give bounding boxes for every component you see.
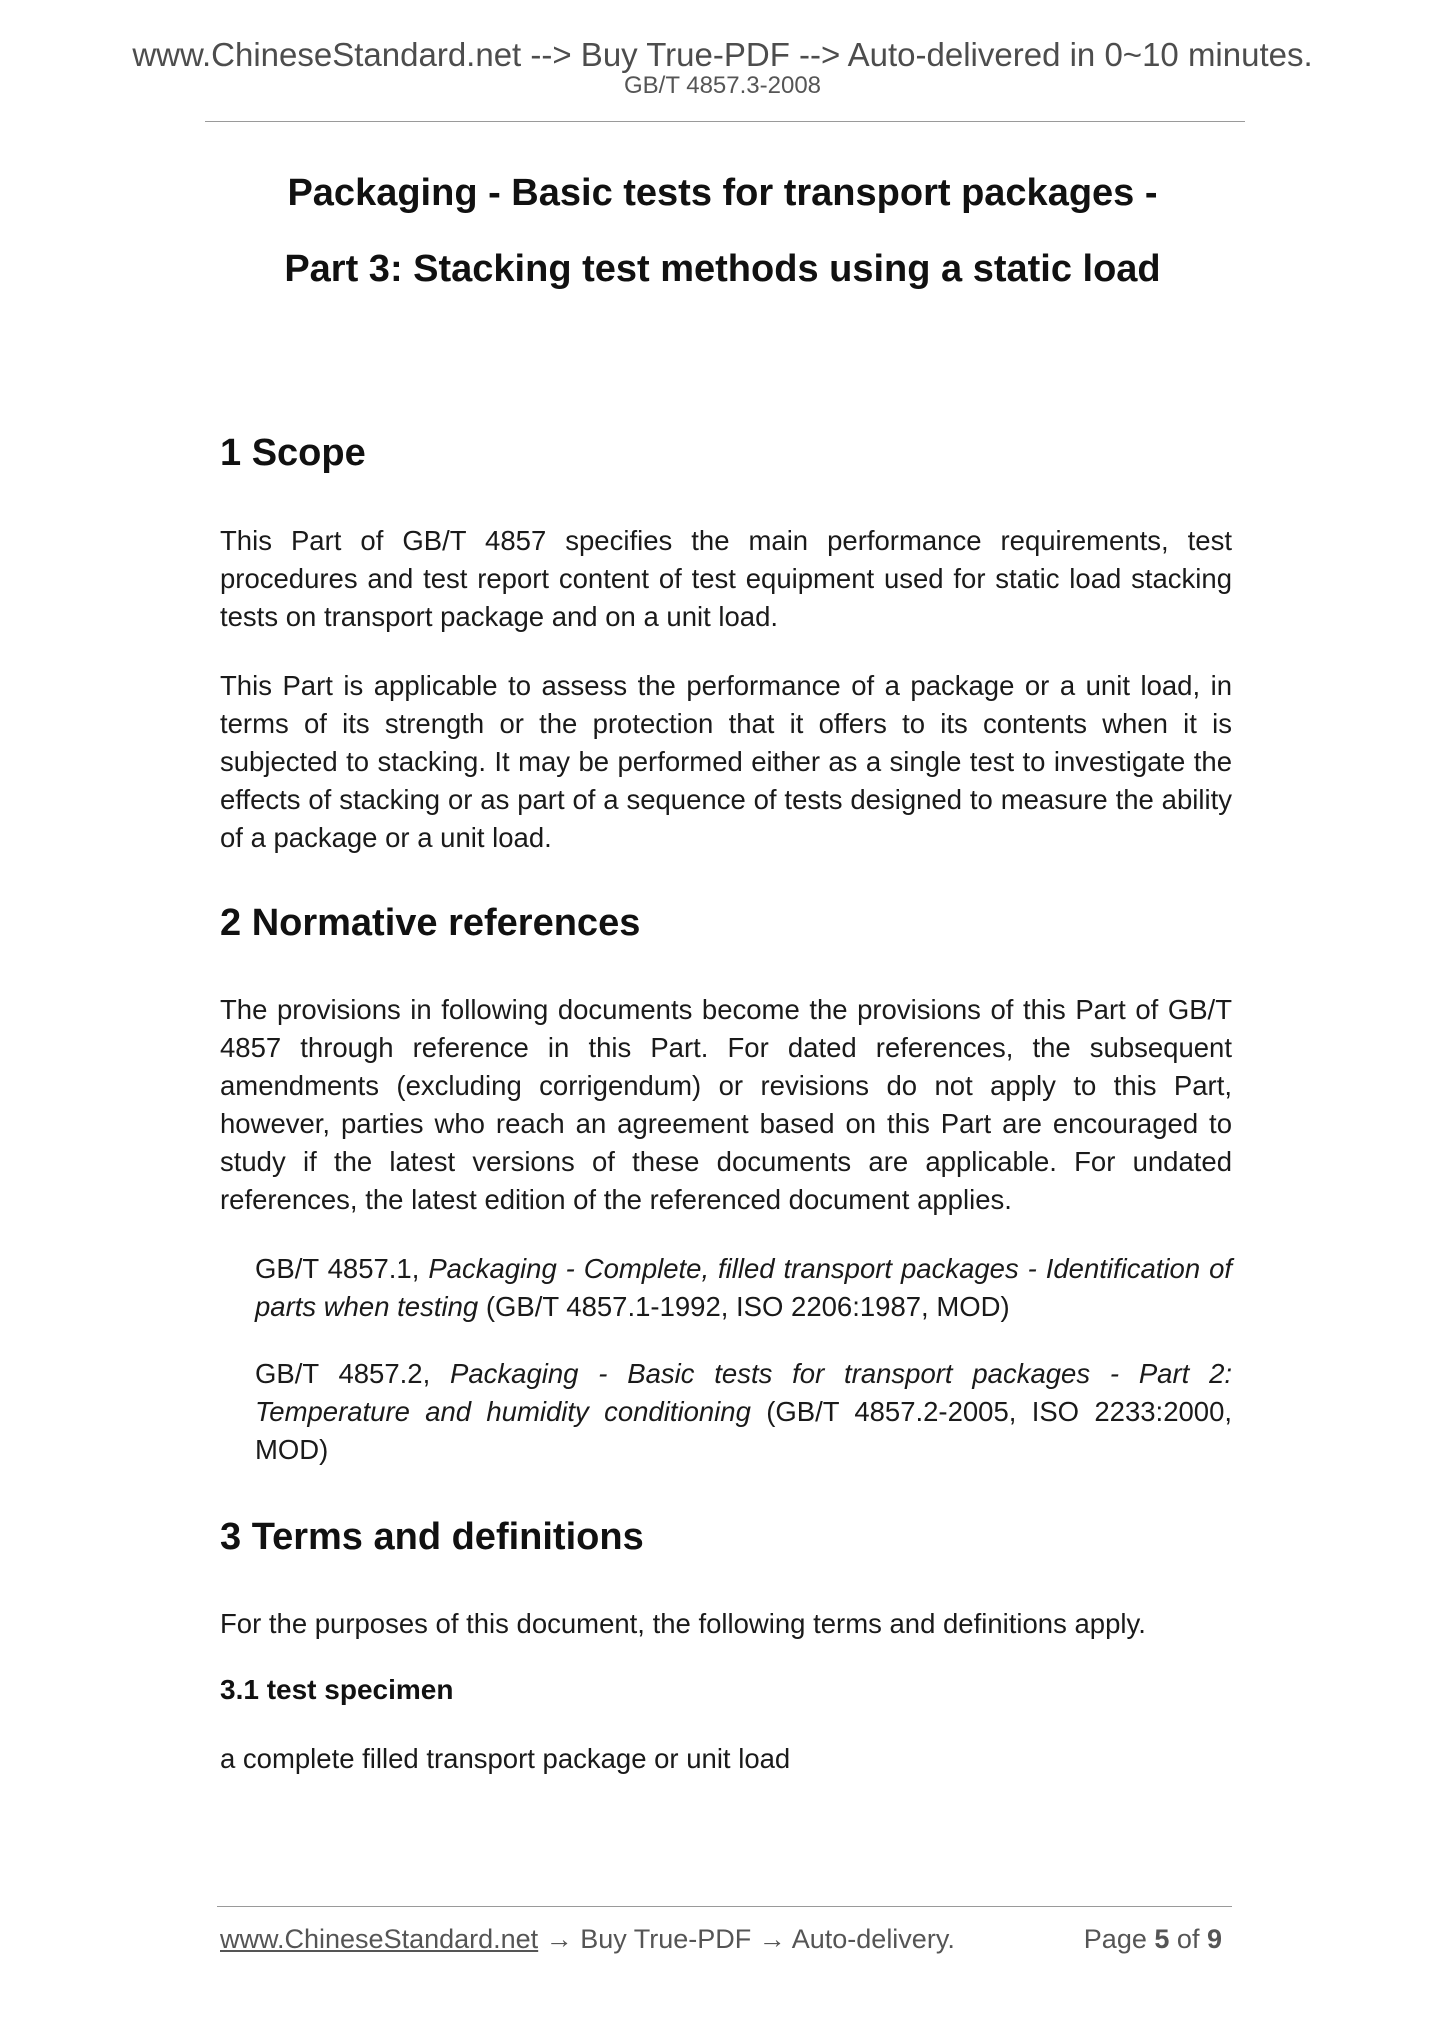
standard-code: GB/T 4857.3-2008: [623, 72, 822, 99]
page-indicator: [1084, 1926, 1222, 1953]
terms-intro: For the purposes of this document, the following terms and definitions apply.: [220, 1608, 1146, 1639]
document-title-line-1: Packaging - Basic tests for transport packages -: [287, 172, 1158, 214]
term-definition: a complete filled transport package or unit load: [220, 1743, 791, 1774]
page-footer: [220, 1926, 1232, 1953]
reference-title: Packaging - Basic tests for transport packages - Part 2: Temperature and humidity conditioning: [255, 1358, 1233, 1427]
reference-item-1: [255, 1250, 1232, 1326]
section-heading-normative-references: 2 Normative references: [220, 902, 641, 944]
reference-code: GB/T 4857.1,: [255, 1253, 420, 1284]
page-total: 9: [1206, 1924, 1222, 1954]
reference-suffix: (GB/T 4857.2-2005, ISO 2233:2000, MOD): [255, 1396, 1233, 1465]
section-heading-scope: 1 Scope: [220, 432, 366, 474]
section-heading-terms-and-definitions: 3 Terms and definitions: [220, 1516, 644, 1558]
term-heading-test-specimen: 3.1 test specimen: [220, 1674, 454, 1705]
reference-suffix: (GB/T 4857.1-1992, ISO 2206:1987, MOD): [485, 1291, 1010, 1322]
header-divider: [205, 121, 1245, 122]
page-of-label: of: [1176, 1924, 1200, 1954]
page-number: 5: [1154, 1924, 1170, 1954]
scope-paragraph-2: This Part is applicable to assess the performance of a package or a unit load, in terms of its strength or the protection that it offers to its contents when it is subjected to stacking. It may be performed either as a single test to investigate the effects of stacking or as part of a sequence of tests designed to measure the ability of a package or a unit load.: [220, 670, 1232, 853]
scope-paragraph-1: This Part of GB/T 4857 specifies the main performance requirements, test procedures and test report content of test equipment used for static load stacking tests on transport package and on a unit load.: [220, 525, 1232, 632]
reference-item-2: [255, 1355, 1232, 1469]
header-banner: www.ChineseStandard.net --> Buy True-PDF --> Auto-delivered in 0~10 minutes.: [132, 36, 1313, 73]
document-title-line-2: Part 3: Stacking test methods using a static load: [284, 248, 1161, 290]
normative-paragraph: The provisions in following documents become the provisions of this Part of GB/T 4857 through reference in this Part. For dated references, the subsequent amendments (excluding corrigendum) or revisions do not apply to this Part, however, parties who reach an agreement based on this Part are encouraged to study if the latest versions of these documents are applicable. For undated references, the latest edition of the referenced document applies.: [220, 994, 1232, 1215]
page-label: Page: [1083, 1924, 1147, 1954]
footer-website-link[interactable]: www.ChineseStandard.net: [220, 1924, 539, 1954]
footer-divider: [217, 1906, 1232, 1907]
reference-code: GB/T 4857.2,: [255, 1358, 431, 1389]
reference-title: Packaging - Complete, filled transport packages - Identification of parts when testing: [255, 1253, 1232, 1322]
footer-promo-text: → Buy True-PDF → Auto-delivery.: [538, 1924, 955, 1954]
